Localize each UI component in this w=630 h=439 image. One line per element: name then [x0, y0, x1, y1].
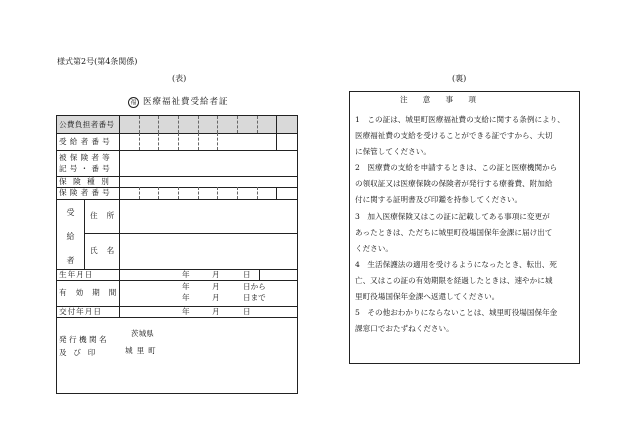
validity-to-day: 日まで: [243, 293, 266, 302]
notice-line-11: 亡、又はこの証の有効期限を経過したときは、速やかに城: [355, 276, 553, 285]
certificate-title: 医療福祉費受給者証: [143, 97, 229, 107]
notice-line-13: 5 その他おわかりにならないことは、城里町役場国保年金: [355, 308, 558, 317]
validity-from-day: 日から: [243, 282, 266, 291]
notice-line-9: ください。: [355, 244, 393, 253]
issue-day: 日: [243, 307, 251, 316]
recipient-vertical-1: 受: [66, 208, 75, 217]
recipient-number-label: 受給者番号: [59, 137, 113, 146]
notice-line-14: 課窓口でおたずねください。: [355, 324, 454, 333]
validity-from-year: 年: [182, 282, 190, 291]
issuer-prefecture: 茨城県: [131, 329, 154, 338]
birth-day: 日: [243, 270, 251, 279]
birth-year: 年: [182, 270, 190, 279]
welfare-stamp-icon: 福: [128, 97, 139, 108]
insured-label-line2: 記号・番号: [59, 164, 113, 173]
notice-box: [349, 91, 580, 364]
back-side-label: (裏): [452, 74, 467, 83]
birth-month: 月: [212, 270, 220, 279]
issue-date-label: 交付年月日: [59, 307, 102, 316]
notice-line-1: 1 この証は、城里町医療福祉費の支給に関する条例により、: [355, 115, 565, 124]
insurer-number-label: 保険者番号: [59, 188, 113, 197]
notice-line-4: 2 医療費の支給を申請するときは、この証と医療機関から: [355, 163, 558, 172]
recipient-vertical-3: 者: [66, 256, 75, 265]
notice-line-5: の領収証又は医療保険の保険者が発行する療養費、附加給: [355, 179, 553, 188]
notice-line-10: 4 生活保護法の適用を受けるようになったとき、転出、死: [355, 260, 557, 269]
payer-number-label: 公費負担者番号: [59, 120, 115, 129]
validity-to-month: 月: [212, 293, 220, 302]
validity-label: 有効期間: [59, 288, 126, 297]
issue-month: 月: [212, 307, 220, 316]
notice-line-2: 医療福祉費の支給を受けることができる証ですから、大切: [355, 131, 553, 140]
front-side-label: (表): [172, 74, 187, 83]
validity-from-month: 月: [212, 282, 220, 291]
recipient-vertical-2: 給: [66, 232, 75, 241]
notice-line-12: 里町役場国保年金課へ返還してください。: [355, 292, 500, 301]
form-number: 様式第2号(第4条関係): [57, 57, 138, 66]
address-label: 住所: [90, 211, 124, 220]
notice-line-3: に保管してください。: [355, 147, 431, 156]
notice-title: 注 意 事 項: [400, 95, 476, 104]
insured-label-line1: 被保険者等: [59, 153, 113, 162]
validity-to-year: 年: [182, 293, 190, 302]
certificate-form: [56, 115, 298, 394]
issue-year: 年: [182, 307, 190, 316]
issuer-label-line1: 発行機関名: [59, 335, 109, 344]
notice-line-7: 3 加入医療保険又はこの証に記載してある事項に変更が: [355, 212, 550, 221]
notice-line-8: あったときは、ただちに城里町役場国保年金課に届け出て: [355, 228, 553, 237]
birth-date-label: 生年月日: [59, 270, 94, 279]
issuer-town: 城里町: [125, 346, 160, 355]
issuer-label-line2: 及び印: [59, 348, 103, 357]
insurance-type-label: 保険種別: [59, 177, 116, 186]
name-label: 氏名: [90, 246, 124, 255]
notice-line-6: 付に関する証明書及び印鑑を持参してください。: [355, 195, 523, 204]
